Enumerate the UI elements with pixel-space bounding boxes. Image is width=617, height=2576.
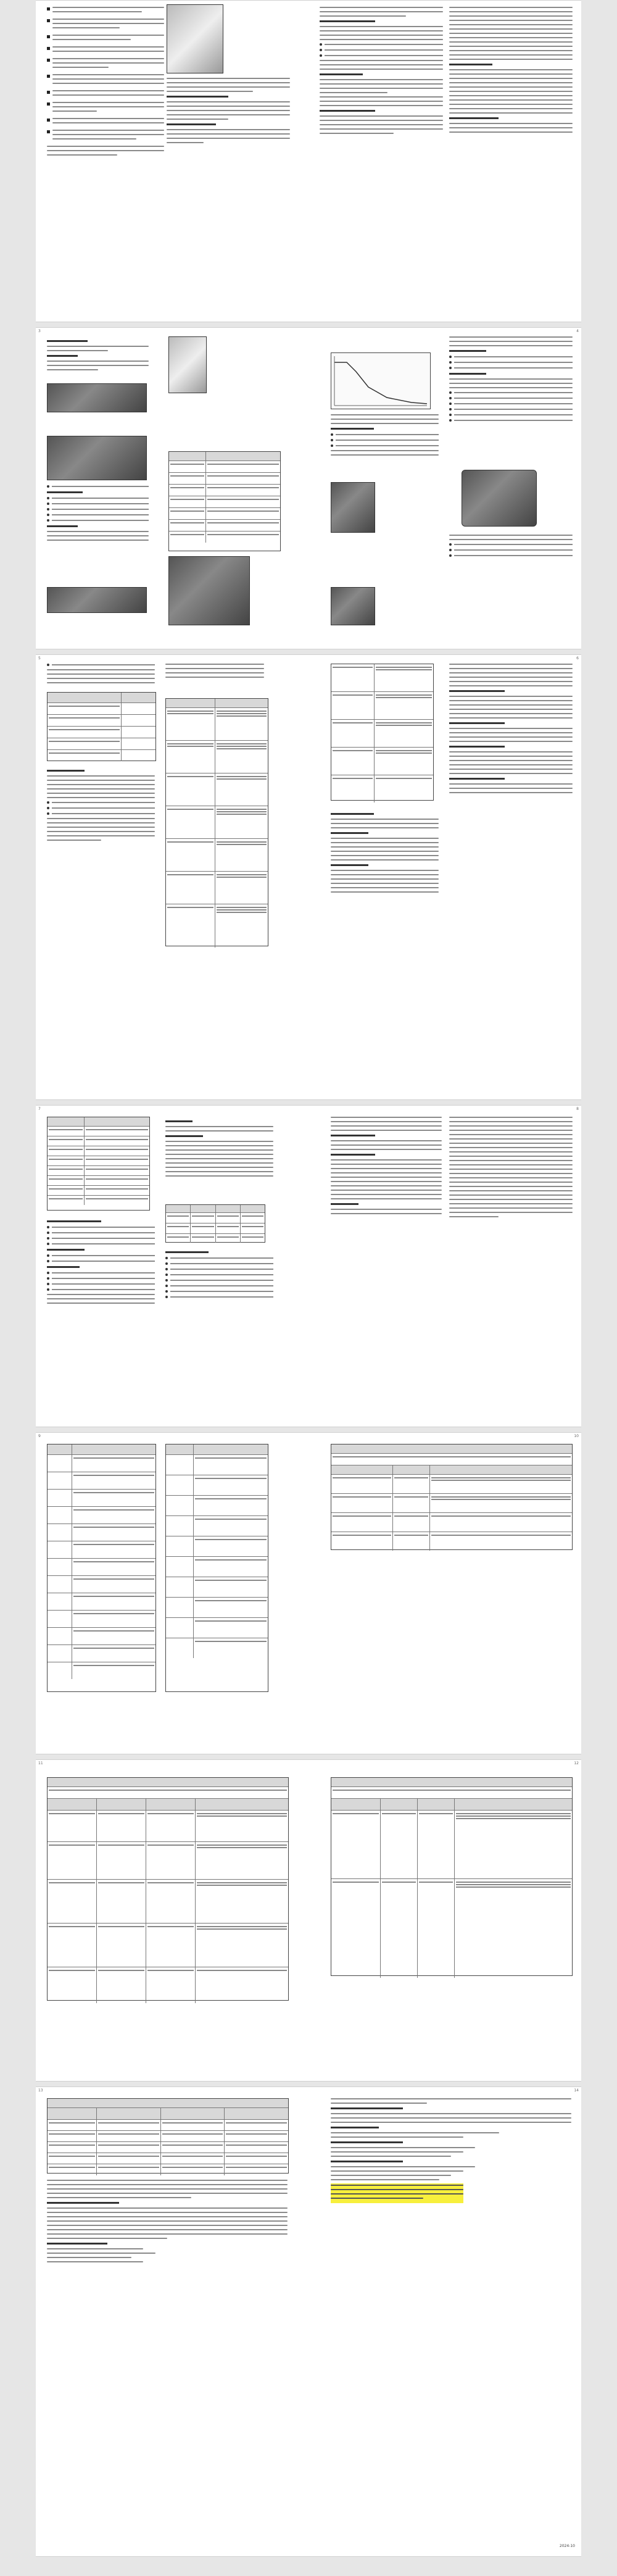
spread-6: [36, 1759, 581, 2082]
column-right-a: [331, 414, 439, 459]
error-table: [331, 664, 434, 801]
emc-emission-table: [331, 1444, 573, 1550]
column-left-notes: [47, 2180, 288, 2265]
column-right-info: [331, 2098, 571, 2203]
spread-2: [36, 327, 581, 649]
column-right-b: [449, 664, 573, 796]
page-number-right: 14: [574, 2088, 579, 2093]
column-right-a: [331, 809, 439, 896]
emc-immunity-table-1: [47, 1777, 289, 2001]
column-left: [47, 1217, 155, 1307]
column-right-b: [449, 7, 573, 136]
spec-table: [168, 451, 281, 551]
curve-graphic: [331, 353, 430, 409]
page-number-right: 10: [574, 1434, 579, 1438]
column-mid-lower: [165, 1248, 273, 1301]
column-left-lower: [47, 485, 149, 544]
device-photo-4: [168, 336, 207, 393]
spread-1: [36, 0, 581, 322]
page-number-right: 12: [574, 1761, 579, 1765]
column-left: [47, 7, 164, 159]
storage-table: [165, 1204, 265, 1243]
separation-distance-table: [47, 2098, 289, 2174]
page-number-left: 11: [38, 1761, 43, 1765]
column-mid: [167, 78, 290, 146]
spread-3: [36, 654, 581, 1100]
device-photo-3: [47, 587, 147, 613]
spread-5: [36, 1432, 581, 1754]
page-number-left: 3: [38, 329, 41, 333]
device-photo-1: [47, 383, 147, 412]
device-photo-6: [331, 482, 375, 533]
column-right-b-lower: [449, 535, 573, 560]
column-right-a: [331, 1117, 442, 1217]
column-left: [47, 336, 149, 373]
column-right-a: [320, 7, 443, 137]
page-number-right: 4: [576, 329, 579, 333]
technical-data-table: [47, 1117, 150, 1211]
symbols-table-right: [165, 1444, 268, 1692]
device-photo-7: [331, 587, 375, 625]
page-number-right: 8: [576, 1107, 579, 1111]
device-photo-5: [168, 556, 250, 625]
column-right-b: [449, 1117, 573, 1220]
device-photo: [167, 4, 223, 73]
edition-date: 2024-10: [559, 2544, 575, 2548]
column-left: [47, 664, 155, 686]
column-right-b: [449, 336, 573, 425]
symbols-table-left: [47, 1444, 156, 1692]
page-number-right: 6: [576, 656, 579, 661]
compatibility-table: [47, 692, 156, 761]
column-left-lower: [47, 766, 155, 844]
device-photo-2: [47, 436, 147, 480]
troubleshooting-table: [165, 698, 268, 946]
page-number-left: 9: [38, 1434, 41, 1438]
page-number-left: 5: [38, 656, 41, 661]
temperature-curve: [331, 352, 431, 409]
device-photo-8: [462, 470, 537, 527]
highlighted-registration: [331, 2183, 463, 2203]
column-mid: [165, 664, 264, 681]
page-number-left: 7: [38, 1107, 41, 1111]
emc-immunity-table-2: [331, 1777, 573, 1976]
spread-4: [36, 1105, 581, 1427]
page-number-left: 13: [38, 2088, 43, 2093]
column-mid: [165, 1117, 273, 1180]
spread-7: [36, 2086, 581, 2557]
